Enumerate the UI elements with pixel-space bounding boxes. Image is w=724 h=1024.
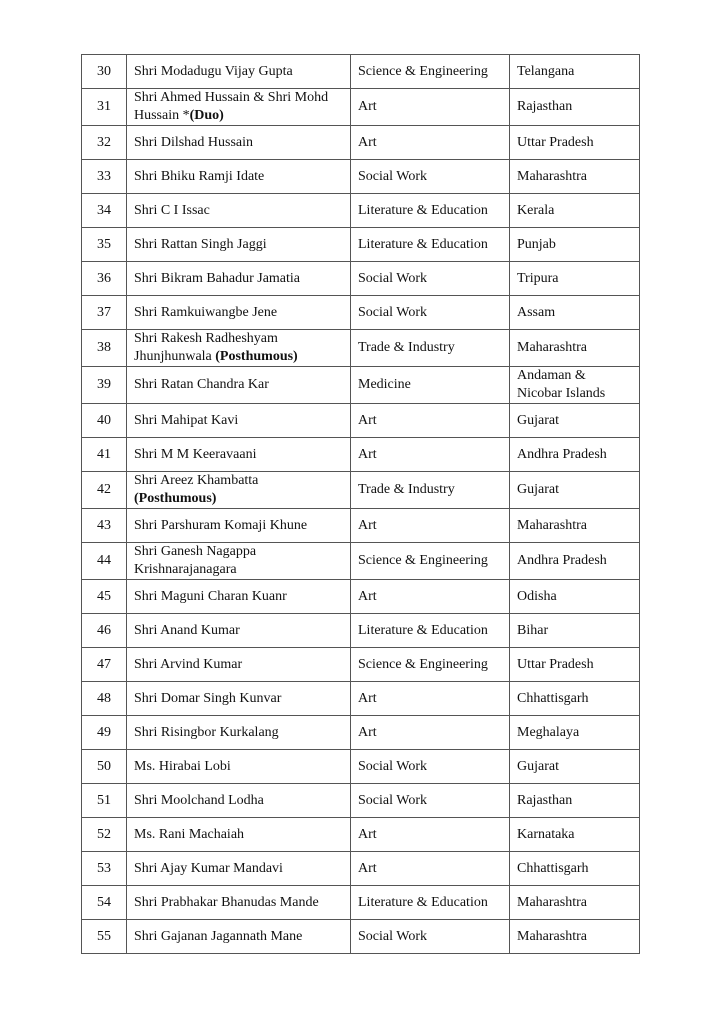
awardee-name-text: Shri Prabhakar Bhanudas Mande [134,894,319,910]
awardee-name [127,509,351,543]
table-row [82,296,640,330]
serial-number: 49 [82,716,127,750]
table-row [82,404,640,438]
field-cell: Social Work [351,296,510,330]
table-row [82,55,640,89]
table-row [82,126,640,160]
awardee-name [127,160,351,194]
awardee-name [127,818,351,852]
serial-number: 30 [82,55,127,89]
state-cell: Andhra Pradesh [510,438,640,472]
awardee-note: (Posthumous) [134,491,217,506]
field-cell: Medicine [351,367,510,404]
table-row [82,330,640,367]
field-cell: Art [351,716,510,750]
awardee-name-text: Shri Areez Khambatta [134,473,259,488]
awardee-name-text: Shri Ratan Chandra Kar [134,377,269,392]
awardee-name [127,682,351,716]
table-row [82,543,640,580]
serial-number: 37 [82,296,127,330]
table-row [82,438,640,472]
awardee-name [127,472,351,509]
state-cell: Maharashtra [510,160,640,194]
state-cell: Gujarat [510,404,640,438]
state-cell: Telangana [510,55,640,89]
awardee-name-text: Shri Dilshad Hussain [134,134,253,150]
awardee-name-text: Shri Modadugu Vijay Gupta [134,63,293,79]
state-cell: Chhattisgarh [510,852,640,886]
table-row [82,750,640,784]
table-row [82,160,640,194]
awardee-name-text: Shri Gajanan Jagannath Mane [134,928,303,944]
serial-number: 35 [82,228,127,262]
awardee-name [127,330,351,367]
state-cell: Rajasthan [510,89,640,126]
serial-number: 41 [82,438,127,472]
serial-number: 32 [82,126,127,160]
state-cell: Punjab [510,228,640,262]
field-cell: Social Work [351,160,510,194]
serial-number: 54 [82,886,127,920]
awardee-name [127,543,351,580]
table-row [82,920,640,954]
table-row [82,682,640,716]
field-cell: Social Work [351,262,510,296]
serial-number: 33 [82,160,127,194]
awardee-name [127,194,351,228]
state-cell: Andhra Pradesh [510,543,640,580]
awardee-name-text: Shri Ganesh Nagappa Krishnarajanagara [134,544,257,577]
serial-number: 43 [82,509,127,543]
table-row [82,367,640,404]
awardee-name-text: Shri Domar Singh Kunvar [134,690,282,706]
state-cell: Andaman & Nicobar Islands [510,367,640,404]
table-row [82,194,640,228]
awardee-name [127,920,351,954]
state-cell: Karnataka [510,818,640,852]
table-row [82,818,640,852]
field-cell: Literature & Education [351,614,510,648]
table-row [82,262,640,296]
awardee-name-text: Shri Risingbor Kurkalang [134,724,279,740]
awardee-name-text: Shri Ramkuiwangbe Jene [134,304,278,320]
awardee-name [127,784,351,818]
field-cell: Art [351,682,510,716]
awardee-name-text: Shri Moolchand Lodha [134,792,264,808]
awardee-name-text: Shri Bhiku Ramji Idate [134,168,265,184]
field-cell: Art [351,126,510,160]
serial-number: 47 [82,648,127,682]
serial-number: 38 [82,330,127,367]
table-row [82,614,640,648]
awardee-name [127,55,351,89]
serial-number: 53 [82,852,127,886]
table-row [82,509,640,543]
state-cell: Maharashtra [510,330,640,367]
field-cell: Social Work [351,920,510,954]
awardee-name [127,126,351,160]
state-cell: Tripura [510,262,640,296]
awardee-name-text: Shri Rattan Singh Jaggi [134,236,267,252]
field-cell: Art [351,509,510,543]
serial-number: 31 [82,89,127,126]
serial-number: 34 [82,194,127,228]
state-cell: Gujarat [510,472,640,509]
state-cell: Odisha [510,580,640,614]
awardee-name-text: Shri Parshuram Komaji Khune [134,517,308,533]
state-cell: Bihar [510,614,640,648]
state-cell: Uttar Pradesh [510,126,640,160]
serial-number: 39 [82,367,127,404]
awardee-name [127,89,351,126]
field-cell: Art [351,580,510,614]
serial-number: 42 [82,472,127,509]
state-cell: Chhattisgarh [510,682,640,716]
state-cell: Rajasthan [510,784,640,818]
field-cell: Science & Engineering [351,55,510,89]
field-cell: Science & Engineering [351,648,510,682]
serial-number: 40 [82,404,127,438]
awardee-name [127,438,351,472]
state-cell: Maharashtra [510,509,640,543]
serial-number: 44 [82,543,127,580]
awardee-name-text: Shri Anand Kumar [134,622,240,638]
serial-number: 51 [82,784,127,818]
field-cell: Art [351,438,510,472]
awardee-name [127,262,351,296]
state-cell: Maharashtra [510,886,640,920]
awardee-name [127,404,351,438]
serial-number: 48 [82,682,127,716]
field-cell: Social Work [351,784,510,818]
serial-number: 36 [82,262,127,296]
table-row [82,886,640,920]
field-cell: Art [351,818,510,852]
table-row [82,852,640,886]
awardee-note: (Duo) [189,108,224,123]
awardee-name-text: Shri Ajay Kumar Mandavi [134,860,283,876]
field-cell: Literature & Education [351,228,510,262]
table-row [82,580,640,614]
state-cell: Kerala [510,194,640,228]
awardee-name [127,367,351,404]
awardee-name-text: Shri Arvind Kumar [134,656,243,672]
awardee-name [127,750,351,784]
field-cell: Trade & Industry [351,330,510,367]
state-cell: Gujarat [510,750,640,784]
table-row [82,784,640,818]
serial-number: 52 [82,818,127,852]
awardees-table [81,54,640,954]
table-row [82,716,640,750]
state-cell: Maharashtra [510,920,640,954]
serial-number: 50 [82,750,127,784]
awardee-name-text: Shri Ahmed Hussain & Shri Mohd Hussain * [134,90,329,123]
field-cell: Trade & Industry [351,472,510,509]
table-row [82,472,640,509]
awardee-name-text: Shri Bikram Bahadur Jamatia [134,270,301,286]
awardee-name-text: Shri Mahipat Kavi [134,412,239,428]
table-row [82,648,640,682]
state-cell: Assam [510,296,640,330]
field-cell: Art [351,89,510,126]
state-cell: Uttar Pradesh [510,648,640,682]
awardee-name [127,648,351,682]
awardee-name [127,716,351,750]
field-cell: Art [351,404,510,438]
serial-number: 55 [82,920,127,954]
field-cell: Social Work [351,750,510,784]
awardee-name-text: Shri Maguni Charan Kuanr [134,588,287,604]
awardee-name [127,228,351,262]
field-cell: Literature & Education [351,886,510,920]
awardee-note: (Posthumous) [215,349,298,364]
awardee-name [127,852,351,886]
awardee-name-text: Shri Rakesh Radheshyam Jhunjhunwala [134,331,278,364]
awardee-name-text: Shri C I Issac [134,202,210,218]
field-cell: Literature & Education [351,194,510,228]
field-cell: Art [351,852,510,886]
awardee-name-text: Ms. Rani Machaiah [134,826,245,842]
state-cell: Meghalaya [510,716,640,750]
awardee-name-text: Shri M M Keeravaani [134,446,257,462]
awardee-name-text: Ms. Hirabai Lobi [134,758,231,774]
field-cell: Science & Engineering [351,543,510,580]
awardee-name [127,886,351,920]
awardee-name [127,296,351,330]
awardees-table-body [82,55,640,954]
serial-number: 46 [82,614,127,648]
serial-number: 45 [82,580,127,614]
awardee-name [127,614,351,648]
table-row [82,89,640,126]
table-row [82,228,640,262]
awardee-name [127,580,351,614]
